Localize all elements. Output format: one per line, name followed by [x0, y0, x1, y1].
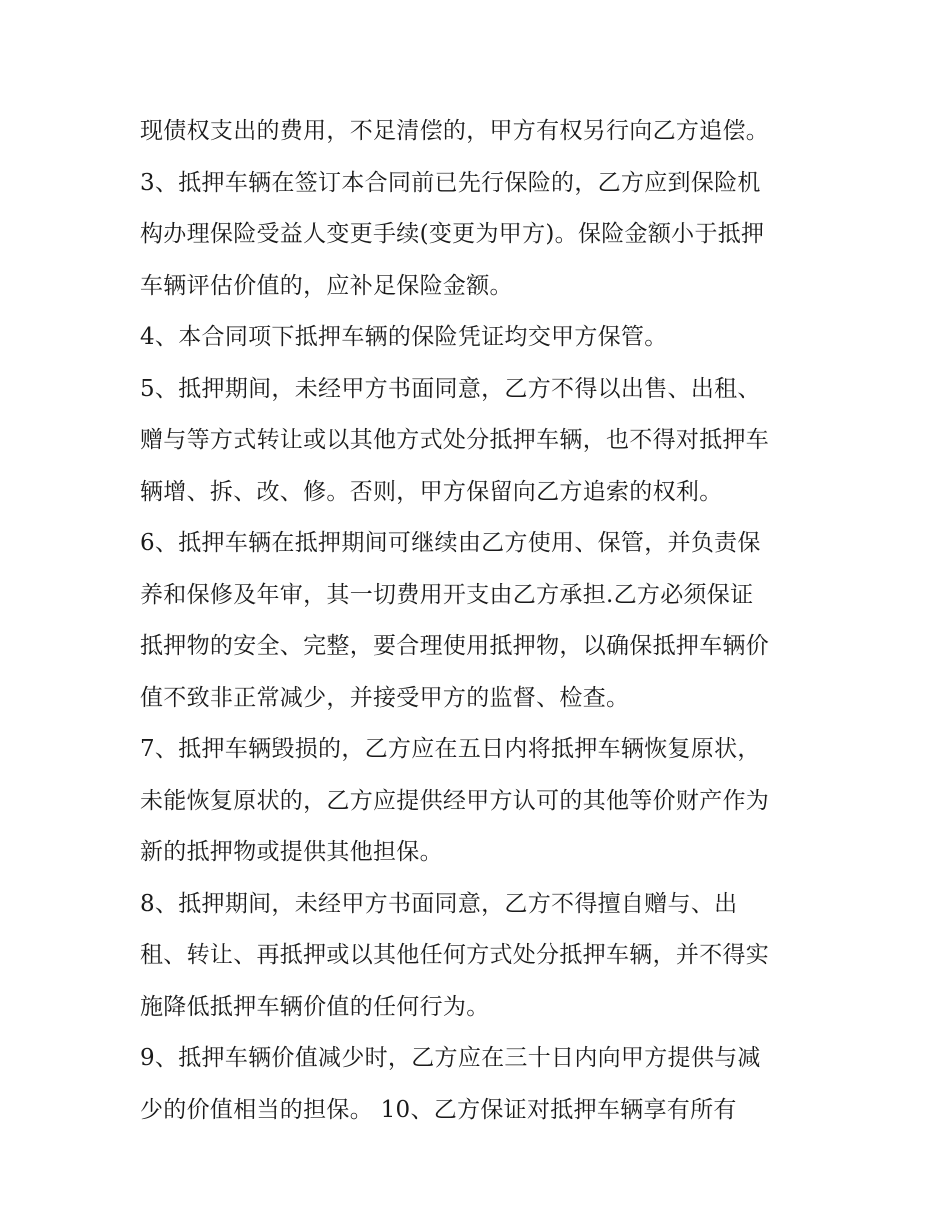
text-line: 5、抵押期间，未经甲方书面同意，乙方不得以出售、出租、 — [140, 375, 761, 402]
text-line: 3、抵押车辆在签订本合同前已先行保险的，乙方应到保险机 — [140, 169, 761, 196]
text-line: 6、抵押车辆在抵押期间可继续由乙方使用、保管，并负责保 — [140, 530, 761, 556]
text-line: 新的抵押物或提供其他担保。 — [140, 839, 443, 865]
text-line: 抵押物的安全、完整，要合理使用抵押物，以确保抵押车辆价 — [140, 633, 770, 659]
contract-text-body — [140, 106, 830, 1136]
text-line: 租、转让、再抵押或以其他任何方式处分抵押车辆，并不得实 — [140, 942, 770, 968]
text-line: 9、抵押车辆价值减少时，乙方应在三十日内向甲方提供与减 — [140, 1045, 761, 1071]
text-line: 施降低抵押车辆价值的任何行为。 — [140, 993, 490, 1020]
text-line: 8、抵押期间，未经甲方书面同意，乙方不得擅自赠与、出 — [140, 890, 738, 917]
text-line: 车辆评估价值的，应补足保险金额。 — [140, 272, 513, 299]
text-line: 未能恢复原状的，乙方应提供经甲方认可的其他等价财产作为 — [140, 787, 770, 814]
text-line: 7、抵押车辆毁损的，乙方应在五日内将抵押车辆恢复原状， — [140, 736, 761, 762]
text-line: 养和保修及年审，其一切费用开支由乙方承担.乙方必须保证 — [140, 581, 754, 608]
text-line: 现债权支出的费用，不足清偿的，甲方有权另行向乙方追偿。 — [140, 118, 770, 144]
text-line: 构办理保险受益人变更手续(变更为甲方)。保险金额小于抵押 — [140, 221, 765, 247]
text-line: 4、本合同项下抵押车辆的保险凭证均交甲方保管。 — [140, 324, 668, 350]
text-line: 值不致非正常减少，并接受甲方的监督、检查。 — [140, 684, 630, 711]
text-line: 少的价值相当的担保。 10、乙方保证对抵押车辆享有所有 — [140, 1096, 737, 1123]
text-line: 辆增、拆、改、修。否则，甲方保留向乙方追索的权利。 — [140, 478, 723, 505]
text-line: 赠与等方式转让或以其他方式处分抵押车辆，也不得对抵押车 — [140, 427, 770, 453]
